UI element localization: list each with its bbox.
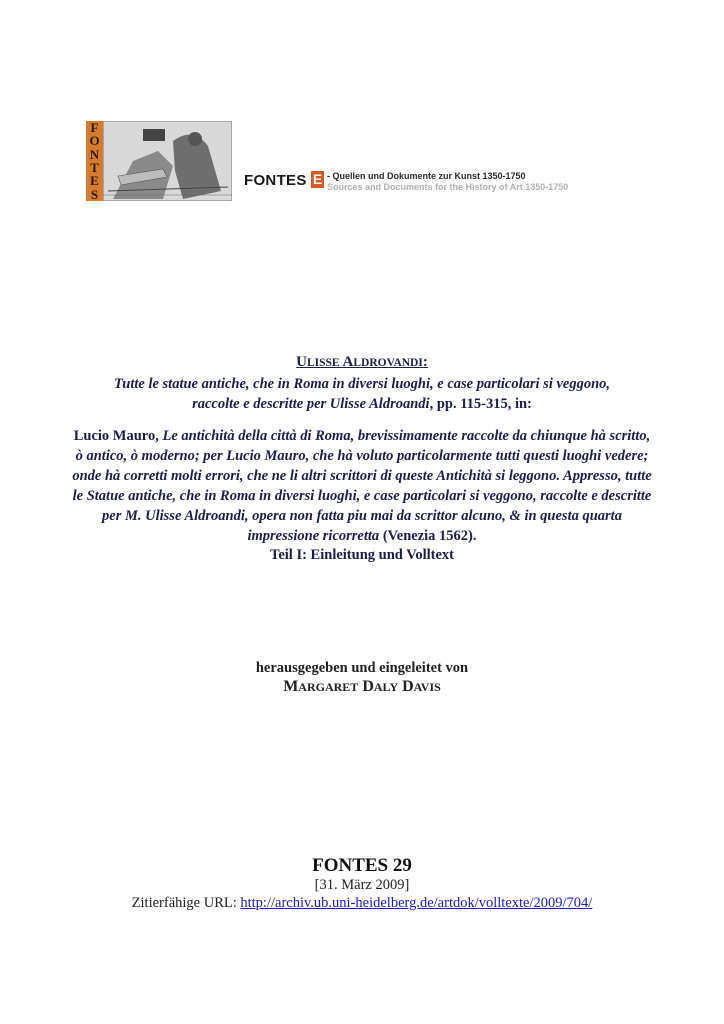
edited-by-label: herausgegeben und eingeleitet von xyxy=(255,660,469,676)
editor-name: MARGARET DALY DAVIS xyxy=(283,678,441,695)
e-fontes-mark: E xyxy=(312,171,323,187)
work-title-line-1: Tutte le statue antiche, che in Roma in diversi luoghi, e case particolari si veggono, xyxy=(113,376,611,392)
author-heading: ULISSE ALDROVANDI: xyxy=(296,354,428,370)
logo-letter: T xyxy=(90,160,99,176)
citation-url-link[interactable]: http://archiv.ub.uni-heidelberg.de/artdok/volltexte/2009/704/ xyxy=(240,895,593,911)
series-number: FONTES 29 xyxy=(312,855,412,876)
logo-subtitle-en: Sources and Documents for the History of Art 1350-1750 xyxy=(327,182,569,192)
scholar-engraving-image xyxy=(103,121,232,201)
logo-letter-strip xyxy=(86,121,103,201)
logo-letter: F xyxy=(90,120,99,136)
logo-letter: E xyxy=(90,173,99,189)
fontes-wordmark: FONTES xyxy=(244,172,307,189)
source-description: Lucio Mauro, Le antichità della città di Roma, brevissimamente raccolte da chiunque hà scritto, ò antico, ò moderno; per Lucio Mauro, che hà voluto particolarmente tutti questi luoghi vedere; onde hà corretti molti errori, che ne li altri scrittori di queste Antichità si leggono. Appresso, tutte le Statue antiche, che in Roma in diversi luoghi, e case particolari si veggono, raccolte e descritte per M. Ulisse Aldroandi, opera non fatta piu mai da scrittor alcuno, & in questa quarta impressione ricorretta (Venezia 1562). xyxy=(72,428,652,544)
work-title-line-2: raccolte e descritte per Ulisse Aldroandi, pp. 115-315, in: xyxy=(192,396,532,412)
logo-subtitle-de: - Quellen und Dokumente zur Kunst 1350-1750 xyxy=(327,171,526,181)
logo-letter: N xyxy=(89,146,100,162)
logo-letter: O xyxy=(89,133,100,149)
part-title: Teil I: Einleitung und Volltext xyxy=(270,547,454,563)
logo-letter: S xyxy=(90,186,99,202)
citation-url-line: Zitierfähige URL: http://archiv.ub.uni-heidelberg.de/artdok/volltexte/2009/704/ xyxy=(131,895,593,911)
publication-date: [31. März 2009] xyxy=(314,877,410,893)
fontes-logo xyxy=(86,121,232,201)
